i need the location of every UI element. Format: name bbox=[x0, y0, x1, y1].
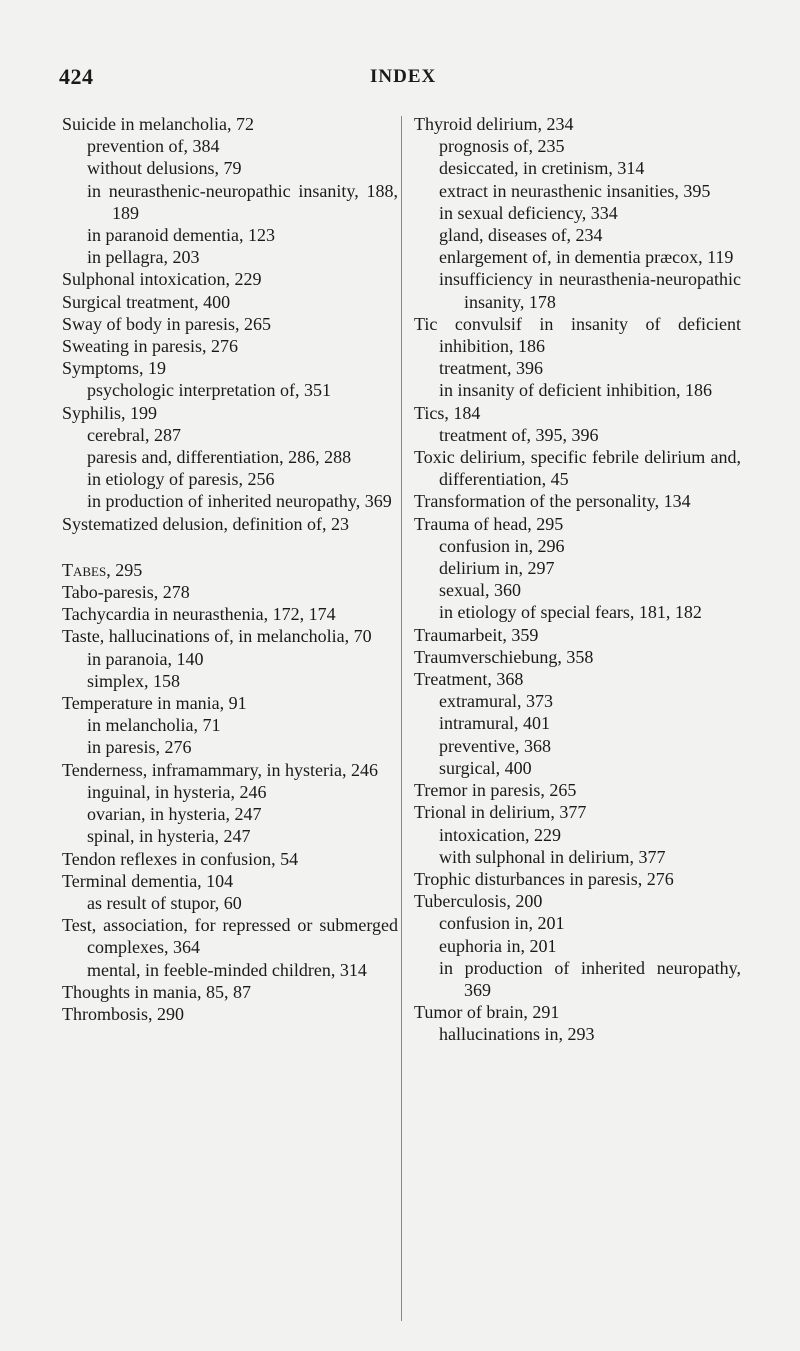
index-subentry: surgical, 400 bbox=[439, 757, 532, 778]
index-entry: Sulphonal intoxication, 229 bbox=[62, 269, 262, 290]
index-subentry: intoxication, 229 bbox=[439, 824, 561, 845]
index-subentry: extramural, 373 bbox=[439, 691, 553, 712]
index-subentry: confusion in, 201 bbox=[439, 913, 565, 934]
index-entry: Sway of body in paresis, 265 bbox=[62, 313, 271, 334]
index-subentry: psychologic interpretation of, 351 bbox=[87, 380, 331, 401]
index-subentry: in etiology of paresis, 256 bbox=[87, 469, 275, 490]
letter-section-gap bbox=[62, 535, 398, 559]
index-subentry: in paresis, 276 bbox=[87, 737, 192, 758]
index-subentry: enlargement of, in dementia præcox, 119 bbox=[439, 247, 734, 268]
index-entry: Traumarbeit, 359 bbox=[414, 624, 539, 645]
index-subentry: in neurasthenic-neuropathic insanity, 188, 189 bbox=[87, 180, 398, 223]
index-entry: Symptoms, 19 bbox=[62, 358, 167, 379]
index-subentry: without delusions, 79 bbox=[87, 158, 242, 179]
index-entry: Terminal dementia, 104 bbox=[62, 870, 234, 891]
index-entry: Trophic disturbances in paresis, 276 bbox=[414, 868, 674, 889]
index-entry: Systematized delusion, definition of, 23 bbox=[62, 513, 349, 534]
index-entry: Suicide in melancholia, 72 bbox=[62, 114, 254, 134]
index-entry: Tremor in paresis, 265 bbox=[414, 780, 577, 801]
index-entry: Sweating in paresis, 276 bbox=[62, 336, 238, 357]
index-subentry: simplex, 158 bbox=[87, 670, 180, 691]
index-subentry: in sexual deficiency, 334 bbox=[439, 202, 618, 223]
index-subentry: prognosis of, 235 bbox=[439, 136, 565, 157]
index-subentry: in insanity of deficient inhibition, 186 bbox=[439, 380, 712, 401]
index-entry: Transformation of the personality, 134 bbox=[414, 491, 691, 512]
index-subentry: insufficiency in neurasthenia-neuropathic insanity, 178 bbox=[439, 269, 741, 312]
index-subentry: treatment of, 395, 396 bbox=[439, 424, 599, 445]
index-entry: Syphilis, 199 bbox=[62, 402, 158, 423]
index-entry: Toxic delirium, specific febrile delirium and, differentiation, 45 bbox=[414, 447, 741, 490]
index-subentry: in etiology of special fears, 181, 182 bbox=[439, 602, 702, 623]
index-subentry: as result of stupor, 60 bbox=[87, 892, 242, 913]
page-number: 424 bbox=[59, 64, 94, 89]
index-entry: Temperature in mania, 91 bbox=[62, 693, 247, 714]
index-entry: Trional in delirium, 377 bbox=[414, 802, 587, 823]
index-entry: Treatment, 368 bbox=[414, 669, 524, 690]
index-subentry: delirium in, 297 bbox=[439, 558, 555, 579]
index-entry: Traumverschiebung, 358 bbox=[414, 646, 594, 667]
index-subentry: paresis and, differentiation, 286, 288 bbox=[87, 447, 352, 468]
index-entry: Tuberculosis, 200 bbox=[414, 891, 543, 912]
index-entry: Tabo-paresis, 278 bbox=[62, 582, 190, 603]
index-subentry: euphoria in, 201 bbox=[439, 935, 557, 956]
index-entry: Tics, 184 bbox=[414, 402, 481, 423]
index-subentry: preventive, 368 bbox=[439, 735, 551, 756]
index-entry: Tabes, 295 bbox=[62, 559, 143, 580]
index-subentry: sexual, 360 bbox=[439, 580, 521, 601]
index-subentry: treatment, 396 bbox=[439, 358, 543, 379]
column-divider bbox=[401, 116, 402, 1321]
index-subentry: gland, diseases of, 234 bbox=[439, 225, 603, 246]
index-subentry: inguinal, in hysteria, 246 bbox=[87, 781, 267, 802]
index-entry: Taste, hallucinations of, in melancholia, 70 bbox=[62, 626, 372, 647]
index-subentry: prevention of, 384 bbox=[87, 136, 220, 157]
index-subentry: intramural, 401 bbox=[439, 713, 550, 734]
index-entry: Tendon reflexes in confusion, 54 bbox=[62, 848, 299, 869]
index-entry: Tic convulsif in insanity of deficient inhibition, 186 bbox=[414, 313, 741, 357]
index-entry: Tumor of brain, 291 bbox=[414, 1002, 560, 1023]
running-head: INDEX bbox=[370, 66, 437, 87]
index-subentry: in pellagra, 203 bbox=[87, 247, 200, 268]
index-entry: Test, association, for repressed or submerged complexes, 364 bbox=[62, 915, 398, 958]
index-column-right bbox=[414, 113, 741, 1046]
index-subentry: mental, in feeble-minded children, 314 bbox=[87, 959, 367, 980]
index-subentry: in production of inherited neuropathy, 369 bbox=[439, 957, 741, 1000]
index-subentry: extract in neurasthenic insanities, 395 bbox=[439, 180, 711, 201]
index-entry: Thyroid delirium, 234 bbox=[414, 114, 574, 134]
index-subentry: in production of inherited neuropathy, 369 bbox=[87, 491, 392, 512]
index-subentry: spinal, in hysteria, 247 bbox=[87, 826, 251, 847]
index-entry: Tenderness, inframammary, in hysteria, 246 bbox=[62, 759, 378, 780]
index-entry: Trauma of head, 295 bbox=[414, 513, 564, 534]
index-entry: Thrombosis, 290 bbox=[62, 1003, 185, 1024]
index-subentry: ovarian, in hysteria, 247 bbox=[87, 804, 262, 825]
index-subentry: with sulphonal in delirium, 377 bbox=[439, 846, 666, 867]
index-subentry: cerebral, 287 bbox=[87, 424, 181, 445]
index-column-left bbox=[62, 113, 398, 1025]
index-entry: Surgical treatment, 400 bbox=[62, 291, 231, 312]
index-entry: Thoughts in mania, 85, 87 bbox=[62, 981, 251, 1002]
index-entry: Tachycardia in neurasthenia, 172, 174 bbox=[62, 604, 336, 625]
index-subentry: in paranoia, 140 bbox=[87, 648, 204, 669]
index-subentry: in paranoid dementia, 123 bbox=[87, 225, 275, 246]
index-subentry: desiccated, in cretinism, 314 bbox=[439, 158, 645, 179]
index-subentry: hallucinations in, 293 bbox=[439, 1024, 595, 1045]
index-subentry: in melancholia, 71 bbox=[87, 715, 221, 736]
index-subentry: confusion in, 296 bbox=[439, 535, 565, 556]
